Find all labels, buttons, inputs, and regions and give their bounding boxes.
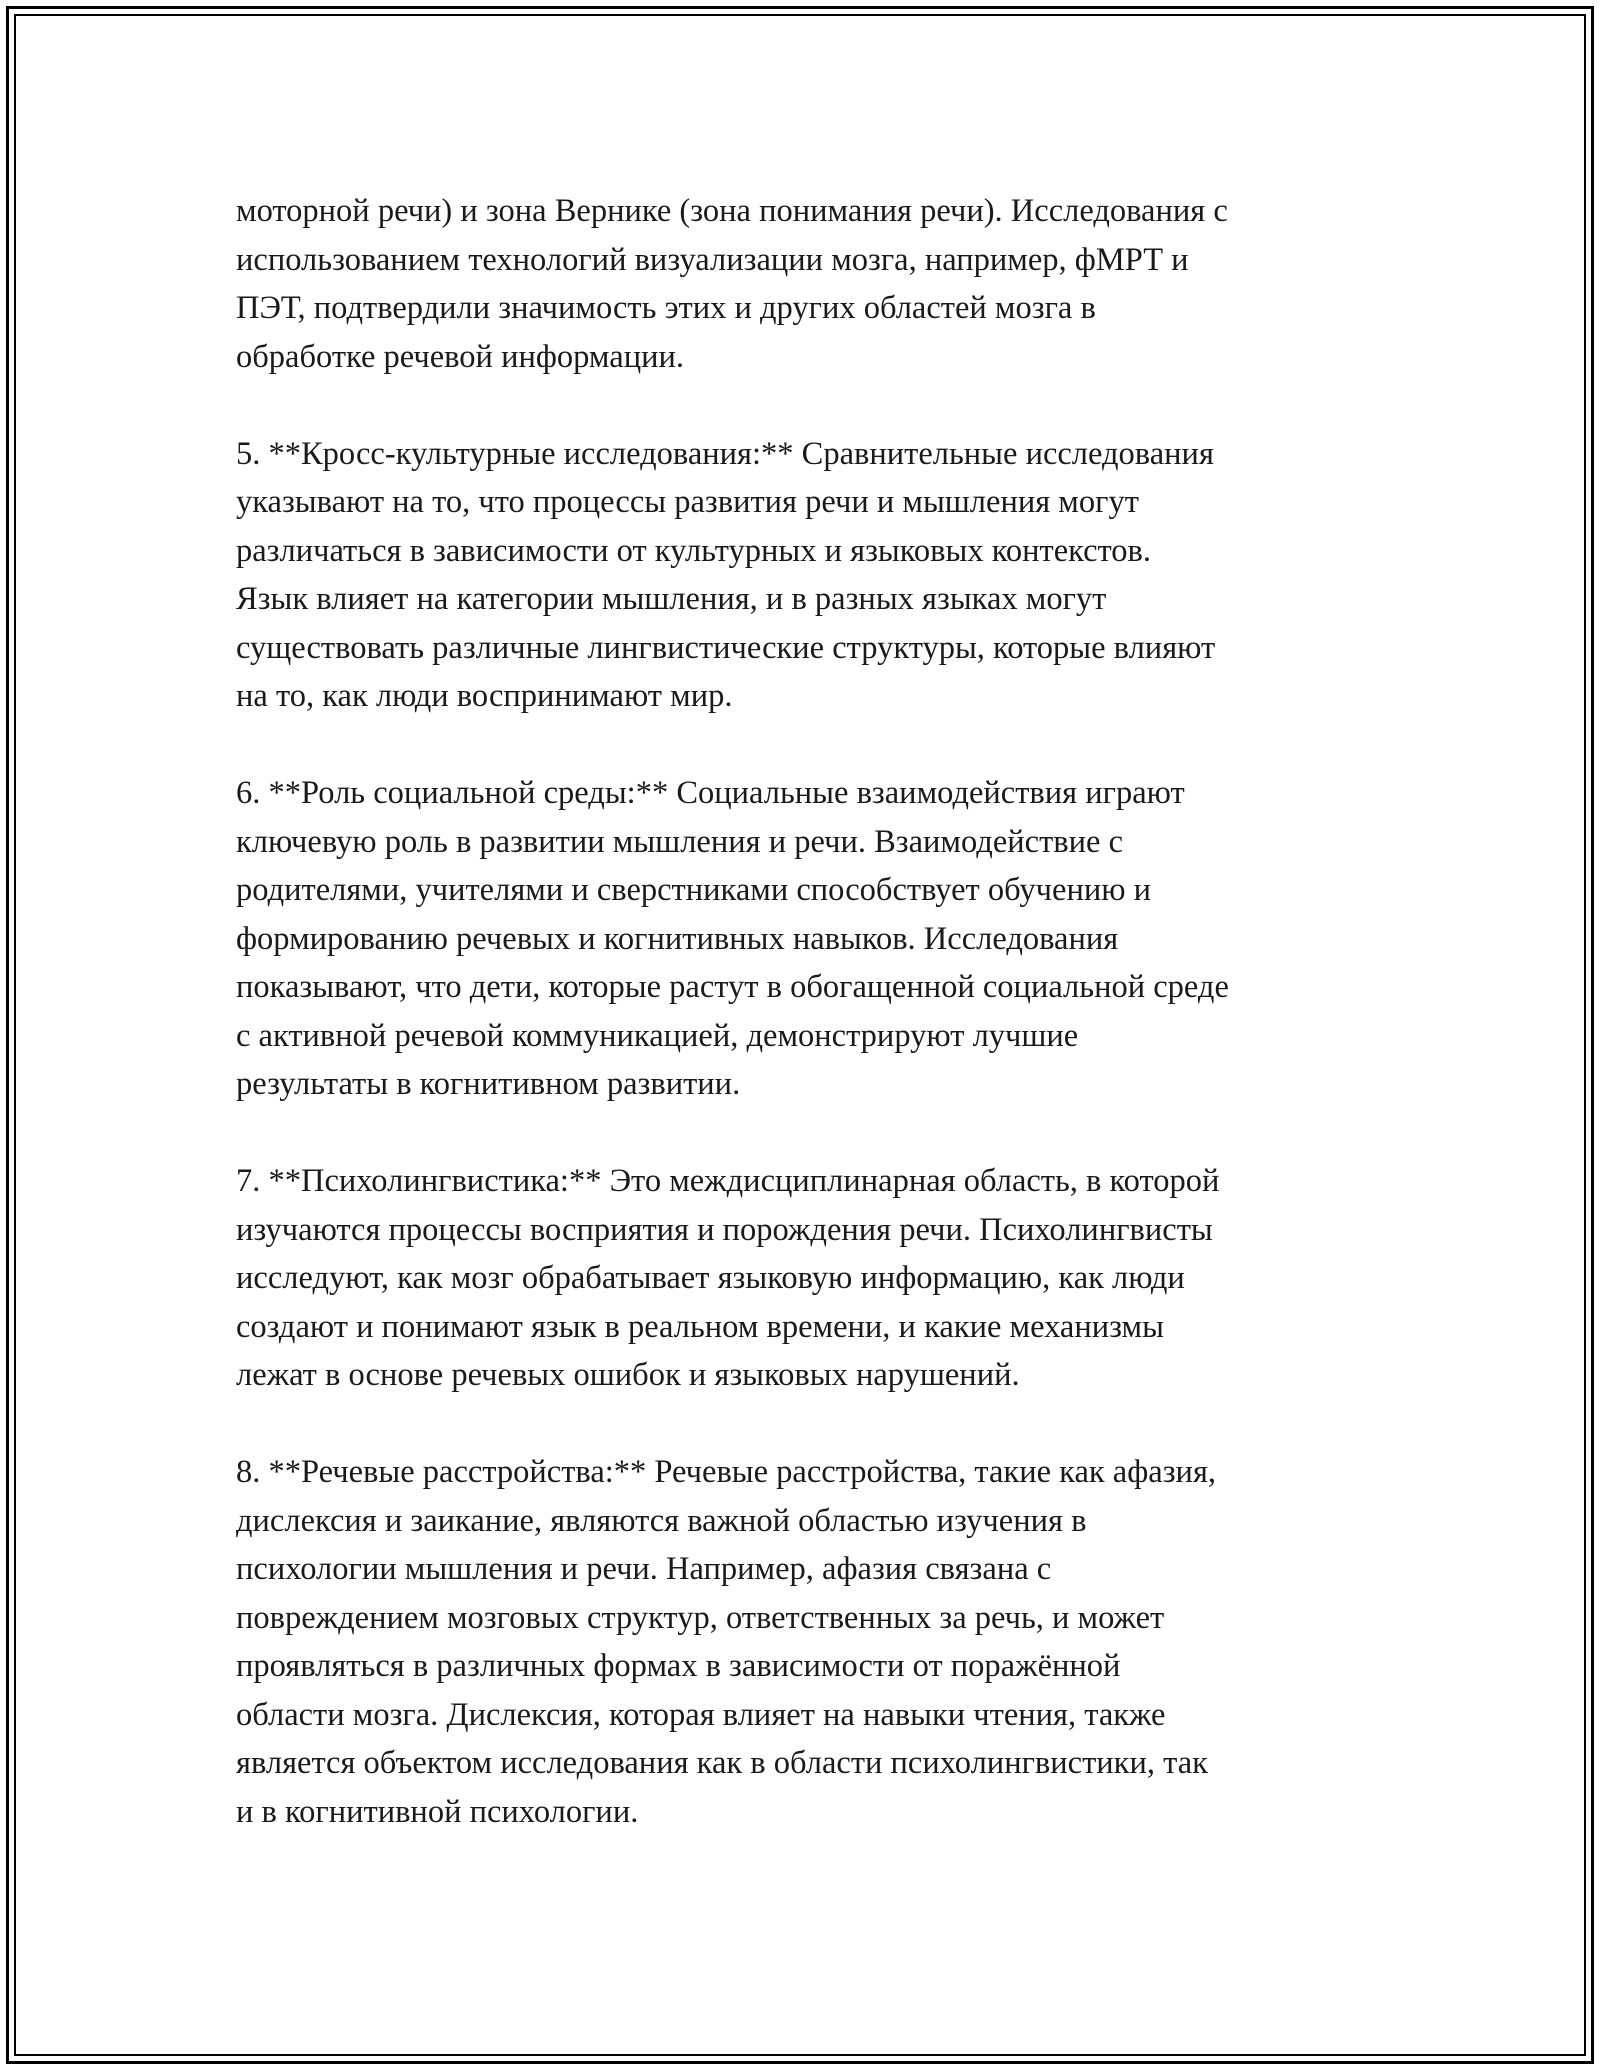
text-line: области мозга. Дислексия, которая влияет на навыки чтения, также [236,1696,1166,1733]
text-line: 6. **Роль социальной среды:** Социальные взаимодействия играют [236,775,1185,811]
text-line: использованием технологий визуализации мозга, например, фМРТ и [236,241,1189,278]
text-line: повреждением мозговых структур, ответственных за речь, и может [236,1599,1165,1636]
text-line: создают и понимают язык в реальном времени, и какие механизмы [236,1308,1164,1345]
text-line: родителями, учителями и сверстниками способствует обучению и [236,872,1152,908]
text-line: Язык влияет на категории мышления, и в разных языках могут [236,581,1107,617]
text-line: проявляться в различных формах в зависимости от поражённой [236,1648,1121,1684]
text-line: показывают, что дети, которые растут в обогащенной социальной среде [236,969,1229,1005]
text-line: различаться в зависимости от культурных и языковых контекстов. [236,532,1152,569]
text-line: на то, как люди воспринимают мир. [236,678,733,714]
text-line: моторной речи) и зона Вернике (зона понимания речи). Исследования с [236,193,1228,229]
text-line: 7. **Психолингвистика:** Это междисциплинарная область, в которой [236,1163,1220,1199]
text-line: 5. **Кросс-культурные исследования:** Сравнительные исследования [236,435,1214,472]
paragraph-brain-areas [236,187,1406,381]
paragraph-social-environment [236,769,1406,1109]
text-line: психологии мышления и речи. Например, афазия связана с [236,1551,1052,1587]
document-text [236,187,1406,1885]
text-line: исследуют, как мозг обрабатывает языковую информацию, как люди [236,1260,1185,1296]
text-line: ключевую роль в развитии мышления и речи. Взаимодействие с [236,823,1123,860]
paragraph-speech-disorders [236,1448,1406,1836]
text-line: с активной речевой коммуникацией, демонстрируют лучшие [236,1017,1079,1054]
text-line: ПЭТ, подтвердили значимость этих и других областей мозга в [236,290,1096,326]
text-line: дислексия и заикание, являются важной областью изучения в [236,1502,1087,1539]
paragraph-psycholinguistics [236,1157,1406,1400]
text-line: существовать различные лингвистические структуры, которые влияют [236,629,1216,666]
text-line: обработке речевой информации. [236,338,685,375]
paragraph-cross-cultural [236,430,1406,721]
text-line: и в когнитивной психологии. [236,1793,639,1830]
text-line: является объектом исследования как в области психолингвистики, так [236,1745,1208,1781]
text-line: указывают на то, что процессы развития речи и мышления могут [236,484,1139,520]
text-line: результаты в когнитивном развитии. [236,1066,741,1102]
text-line: 8. **Речевые расстройства:** Речевые расстройства, такие как афазия, [236,1454,1217,1490]
text-line: изучаются процессы восприятия и порождения речи. Психолингвисты [236,1211,1213,1248]
text-line: лежат в основе речевых ошибок и языковых нарушений. [236,1357,1020,1393]
text-line: формированию речевых и когнитивных навыков. Исследования [236,920,1119,957]
